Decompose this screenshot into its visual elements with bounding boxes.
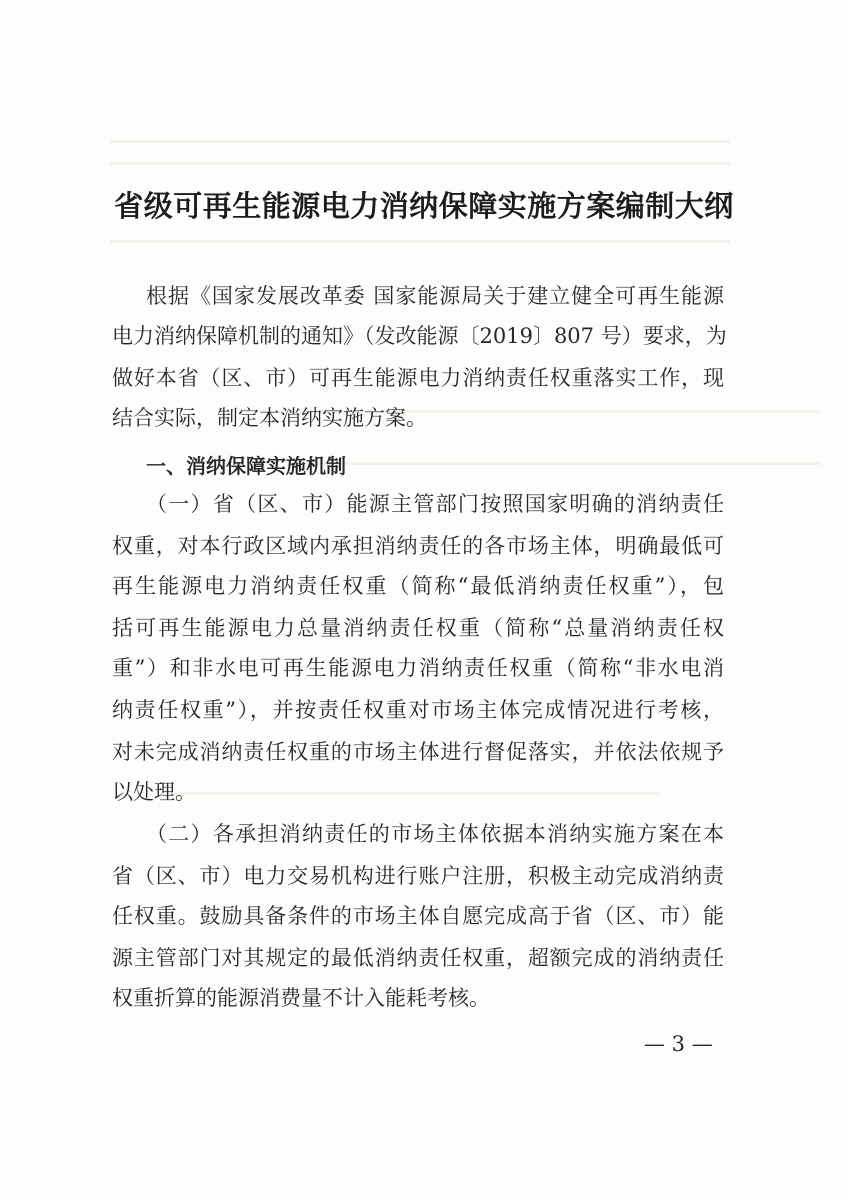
clause-line: 再生能源电力消纳责任权重（简称“最低消纳责任权重”），包 <box>112 574 724 598</box>
paragraph-line: 做好本省（区、市）可再生能源电力消纳责任权重落实工作，现 <box>112 366 724 390</box>
clause-line: 权重折算的能源消费量不计入能耗考核。 <box>112 986 490 1010</box>
bleed-through-mark <box>110 162 730 165</box>
bleed-through-mark <box>110 240 730 243</box>
clause-line: 重”）和非水电可再生能源电力消纳责任权重（简称“非水电消 <box>112 656 724 680</box>
clause-line: 对未完成消纳责任权重的市场主体进行督促落实，并依法依规予 <box>112 740 724 764</box>
clause-line: （一）省（区、市）能源主管部门按照国家明确的消纳责任 <box>146 492 724 516</box>
clause-line: （二）各承担消纳责任的市场主体依据本消纳实施方案在本 <box>146 822 724 846</box>
clause-line: 括可再生能源电力总量消纳责任权重（简称“总量消纳责任权 <box>112 616 724 640</box>
section-heading: 一、消纳保障实施机制 <box>146 454 346 478</box>
document-title: 省级可再生能源电力消纳保障实施方案编制大纲 <box>114 189 734 223</box>
clause-line: 纳责任权重”），并按责任权重对市场主体完成情况进行考核， <box>112 698 724 722</box>
clause-line: 以处理。 <box>112 780 196 804</box>
clause-line: 权重，对本行政区域内承担消纳责任的各市场主体，明确最低可 <box>112 534 724 558</box>
paragraph-line: 根据《国家发展改革委 国家能源局关于建立健全可再生能源 <box>146 284 724 308</box>
paragraph-line: 结合实际，制定本消纳实施方案。 <box>112 406 427 430</box>
paragraph-line: 电力消纳保障机制的通知》（发改能源〔2019〕807 号）要求，为 <box>112 324 727 348</box>
clause-line: 源主管部门对其规定的最低消纳责任权重，超额完成的消纳责任 <box>112 946 724 970</box>
bleed-through-mark <box>300 462 820 465</box>
clause-line: 任权重。鼓励具备条件的市场主体自愿完成高于省（区、市）能 <box>112 904 724 928</box>
page-number: — 3 — <box>644 1032 713 1056</box>
bleed-through-mark <box>110 140 730 143</box>
clause-line: 省（区、市）电力交易机构进行账户注册，积极主动完成消纳责 <box>112 864 724 888</box>
